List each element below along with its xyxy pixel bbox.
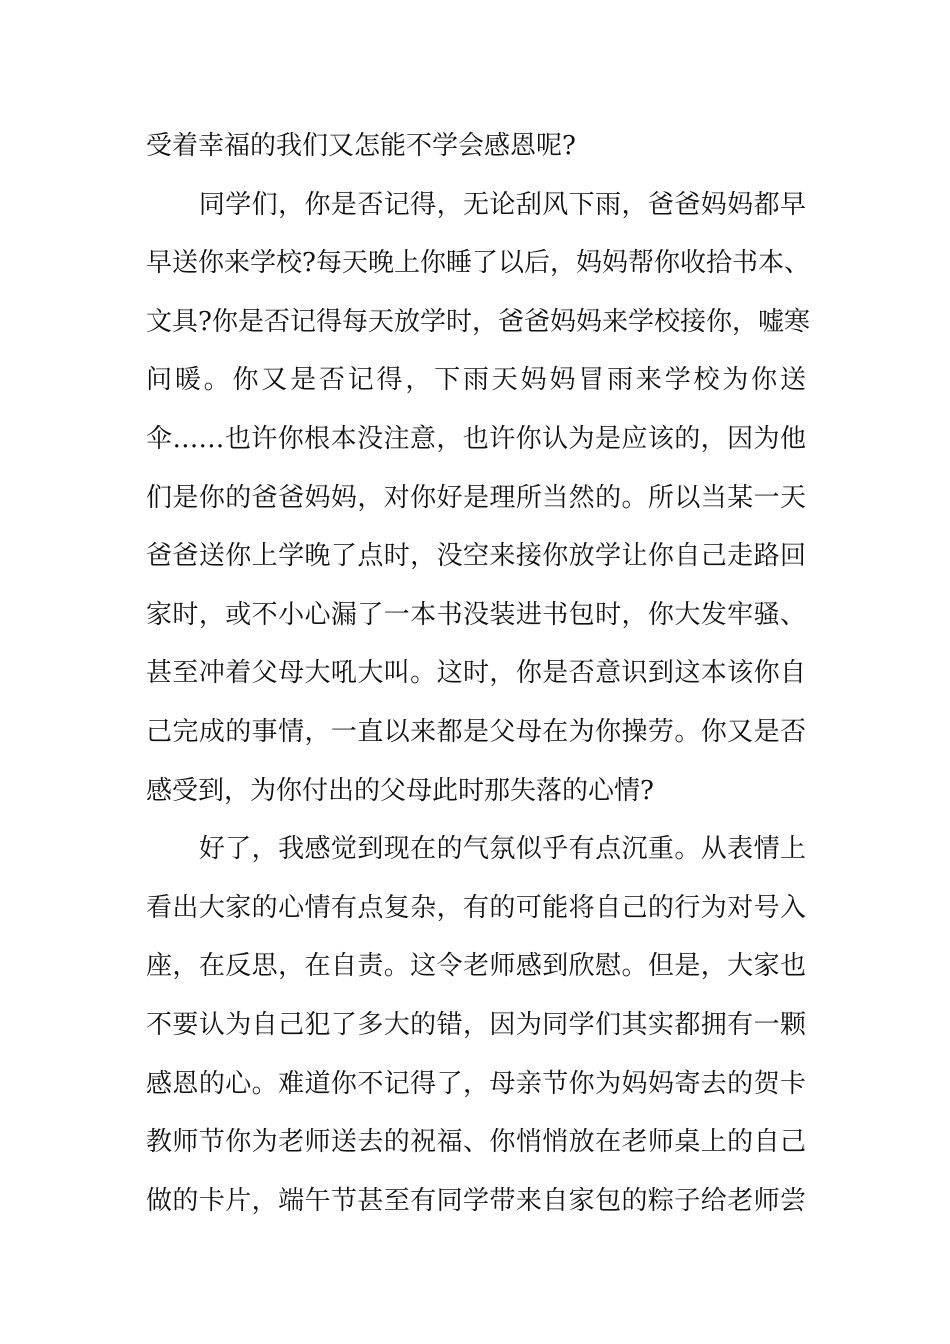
text-line: 不要认为自己犯了多大的错，因为同学们其实都拥有一颗 (146, 1009, 806, 1040)
text-line: 看出大家的心情有点复杂，有的可能将自己的行为对号入 (146, 892, 806, 923)
text-line: 受着幸福的我们又怎能不学会感恩呢? (146, 131, 576, 161)
text-line: 问暖。你又是否记得，下雨天妈妈冒雨来学校为你送 (146, 365, 806, 396)
text-line: 好了，我感觉到现在的气氛似乎有点沉重。从表情上 (146, 834, 806, 865)
text-line: 伞……也许你根本没注意，也许你认为是应该的，因为他 (146, 423, 806, 454)
body-text (146, 117, 810, 1230)
text-line: 甚至冲着父母大吼大叫。这时，你是否意识到这本该你自 (146, 658, 806, 689)
text-line: 座，在反思，在自责。这令老师感到欣慰。但是，大家也 (146, 951, 806, 982)
text-line: 做的卡片，端午节甚至有同学带来自家包的粽子给老师尝 (146, 1185, 806, 1216)
text-line: 家时，或不小心漏了一本书没装进书包时，你大发牢骚、 (146, 599, 806, 630)
text-line: 同学们，你是否记得，无论刮风下雨，爸爸妈妈都早 (146, 189, 806, 220)
text-line: 教师节你为老师送去的祝福、你悄悄放在老师桌上的自己 (146, 1127, 806, 1158)
text-line: 爸爸送你上学晚了点时，没空来接你放学让你自己走路回 (146, 541, 806, 572)
text-line: 感受到，为你付出的父母此时那失落的心情? (146, 775, 654, 806)
text-line: 感恩的心。难道你不记得了，母亲节你为妈妈寄去的贺卡 (146, 1068, 806, 1099)
text-line: 文具?你是否记得每天放学时，爸爸妈妈来学校接你，嘘寒 (146, 306, 810, 337)
text-line: 早送你来学校?每天晚上你睡了以后，妈妈帮你收拾书本、 (146, 248, 810, 279)
text-line: 们是你的爸爸妈妈，对你好是理所当然的。所以当某一天 (146, 482, 806, 513)
text-line: 己完成的事情，一直以来都是父母在为你操劳。你又是否 (146, 716, 806, 747)
